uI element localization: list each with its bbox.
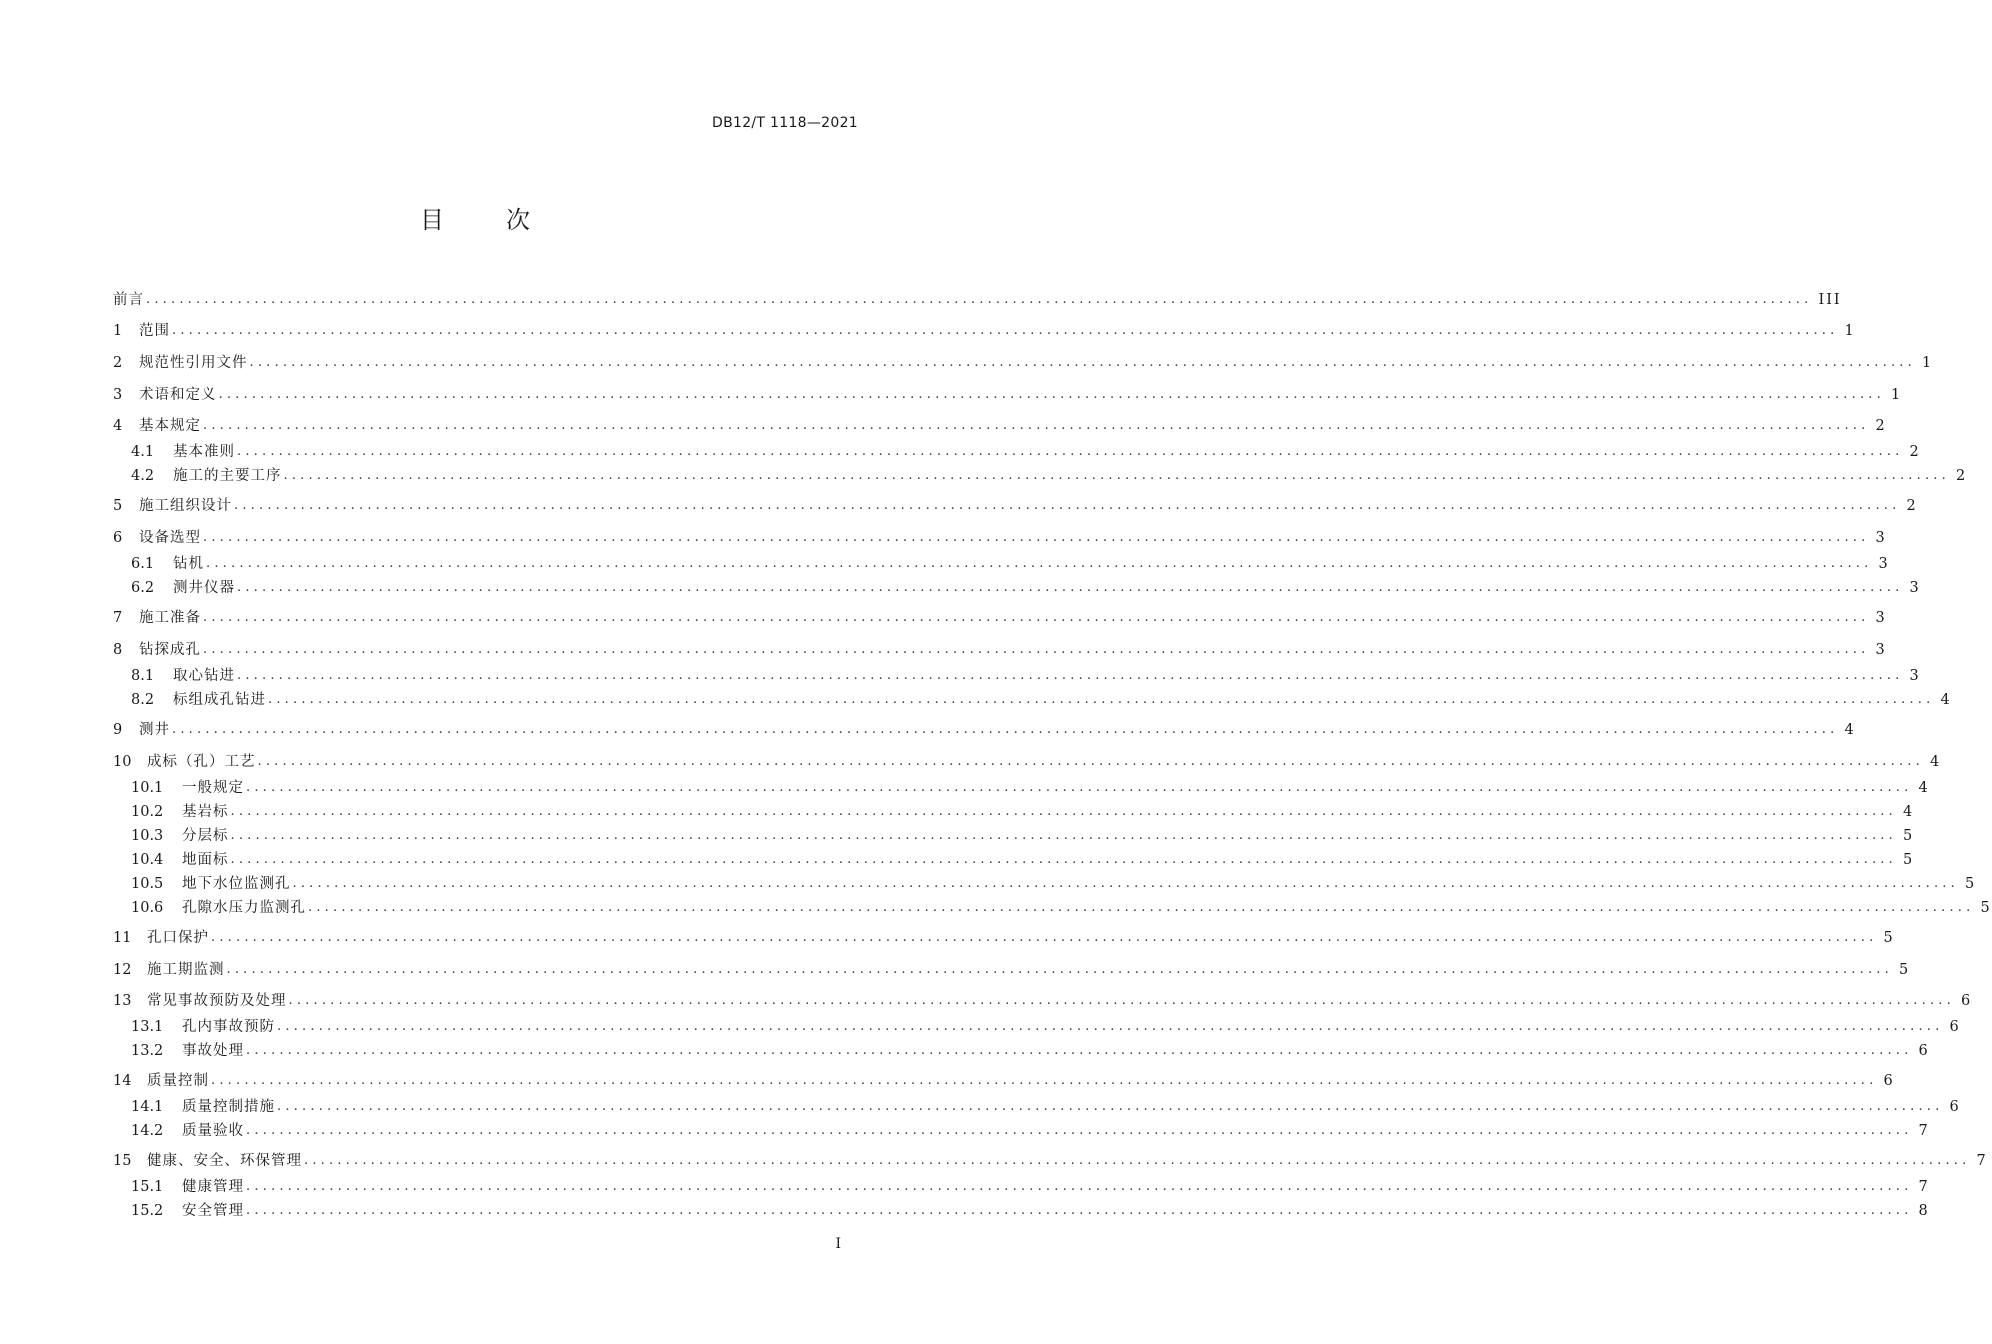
toc-entry[interactable] (113, 1151, 1988, 1171)
toc-leader-dots: ........................................................................................................................................................................................................ (304, 1153, 1971, 1168)
toc-entry-number: 11 (113, 930, 132, 946)
toc-leader-dots: ........................................................................................................................................................................................................ (230, 804, 1897, 819)
toc-entry-label: 标组成孔钻进 (173, 692, 266, 708)
toc-entry-page: 6 (1949, 1019, 1961, 1035)
toc-entry[interactable] (131, 666, 1921, 686)
toc-entry-page: 4 (1940, 692, 1952, 708)
toc-leader-dots: ........................................................................................................................................................................................................ (246, 1203, 1913, 1218)
toc-entry-number: 10 (113, 754, 132, 770)
toc-leader-dots: ........................................................................................................................................................................................................ (211, 1073, 1878, 1088)
toc-entry-number: 5 (113, 498, 123, 514)
toc-entry-page: 3 (1875, 530, 1887, 546)
toc-entry-number: 8 (113, 642, 123, 658)
toc-entry-page: 4 (1844, 722, 1856, 738)
toc-leader-dots: ........................................................................................................................................................................................................ (237, 444, 1904, 459)
toc-entry-label: 安全管理 (182, 1203, 244, 1219)
toc-entry-page: 7 (1976, 1153, 1988, 1169)
toc-entry-number: 12 (113, 962, 132, 978)
toc-entry[interactable] (113, 496, 1918, 516)
toc-entry-number: 10.6 (131, 900, 164, 916)
toc-leader-dots: ........................................................................................................................................................................................................ (230, 852, 1897, 867)
toc-entry-number: 13.2 (131, 1043, 164, 1059)
toc-entry[interactable] (131, 850, 1915, 870)
toc-entry-number: 9 (113, 722, 123, 738)
toc-entry-label: 施工组织设计 (139, 498, 232, 514)
toc-entry-page: 3 (1909, 668, 1921, 684)
toc-entry-page: III (1818, 292, 1842, 308)
toc-leader-dots: ........................................................................................................................................................................................................ (246, 780, 1913, 795)
toc-leader-dots: ........................................................................................................................................................................................................ (246, 1043, 1913, 1058)
toc-entry-number: 14.1 (131, 1099, 164, 1115)
toc-entry-label: 健康、安全、环保管理 (147, 1153, 302, 1169)
toc-entry-page: 1 (1890, 387, 1903, 403)
toc-entry-label: 质量验收 (182, 1123, 244, 1139)
toc-entry-page: 4 (1902, 804, 1915, 820)
toc-leader-dots: ........................................................................................................................................................................................................ (172, 722, 1839, 737)
toc-leader-dots: ........................................................................................................................................................................................................ (246, 1123, 1913, 1138)
toc-entry-number: 8.2 (131, 692, 155, 708)
toc-entry[interactable] (113, 928, 1895, 948)
toc-leader-dots: ........................................................................................................................................................................................................ (203, 418, 1870, 433)
toc-leader-dots: ........................................................................................................................................................................................................ (234, 498, 1901, 513)
toc-entry-page: 5 (1902, 828, 1915, 844)
toc-entry-number: 10.1 (131, 780, 164, 796)
toc-entry-number: 10.3 (131, 828, 164, 844)
toc-entry-number: 15 (113, 1153, 132, 1169)
toc-entry[interactable] (131, 1017, 1961, 1037)
toc-entry[interactable] (131, 578, 1921, 598)
toc-entry[interactable] (131, 442, 1921, 462)
toc-entry-label: 健康管理 (182, 1179, 244, 1195)
toc-leader-dots: ........................................................................................................................................................................................................ (257, 754, 1924, 769)
toc-entry-label: 地下水位监测孔 (182, 876, 291, 892)
toc-leader-dots: ........................................................................................................................................................................................................ (218, 387, 1885, 402)
toc-entry[interactable] (131, 802, 1915, 822)
toc-entry-label: 施工期监测 (147, 962, 225, 978)
toc-leader-dots: ........................................................................................................................................................................................................ (288, 993, 1955, 1008)
toc-leader-dots: ........................................................................................................................................................................................................ (211, 930, 1878, 945)
toc-entry-label: 取心钻进 (173, 668, 235, 684)
toc-entry-label: 一般规定 (182, 780, 244, 796)
toc-entry-number: 3 (113, 387, 123, 403)
toc-entry[interactable] (131, 826, 1915, 846)
toc-entry-page: 3 (1875, 642, 1887, 658)
toc-entry-label: 前言 (113, 292, 144, 308)
toc-entry-label: 设备选型 (139, 530, 201, 546)
toc-entry-label: 钻探成孔 (139, 642, 201, 658)
toc-entry[interactable] (113, 720, 1856, 740)
toc-leader-dots: ........................................................................................................................................................................................................ (277, 1099, 1944, 1114)
toc-entry-page: 6 (1949, 1099, 1961, 1115)
toc-entry[interactable] (131, 554, 1890, 574)
toc-entry-page: 5 (1883, 930, 1895, 946)
toc-entry[interactable] (131, 1041, 1930, 1061)
toc-entry-label: 规范性引用文件 (139, 355, 248, 371)
toc-entry[interactable] (113, 991, 1973, 1011)
toc-entry-label: 质量控制措施 (182, 1099, 275, 1115)
toc-leader-dots: ........................................................................................................................................................................................................ (246, 1179, 1913, 1194)
toc-leader-dots: ........................................................................................................................................................................................................ (268, 692, 1935, 707)
toc-entry-number: 15.1 (131, 1179, 164, 1195)
toc-entry[interactable] (113, 640, 1887, 660)
toc-entry-label: 质量控制 (147, 1073, 209, 1089)
toc-entry-number: 10.5 (131, 876, 164, 892)
toc-entry-number: 10.2 (131, 804, 164, 820)
toc-entry-number: 13.1 (131, 1019, 164, 1035)
toc-entry-label: 测井仪器 (173, 580, 235, 596)
toc-entry[interactable] (113, 321, 1856, 341)
toc-entry-number: 15.2 (131, 1203, 164, 1219)
toc-entry-page: 4 (1929, 754, 1942, 770)
toc-entry-label: 钻机 (173, 556, 204, 572)
toc-entry-page: 2 (1906, 498, 1918, 514)
toc-entry-page: 5 (1898, 962, 1911, 978)
toc-entry[interactable] (113, 1071, 1895, 1091)
toc-entry-number: 10.4 (131, 852, 164, 868)
toc-leader-dots: ........................................................................................................................................................................................................ (249, 355, 1916, 370)
toc-leader-dots: ........................................................................................................................................................................................................ (203, 610, 1870, 625)
toc-entry-number: 6.2 (131, 580, 155, 596)
toc-entry-number: 14.2 (131, 1123, 164, 1139)
toc-leader-dots: ........................................................................................................................................................................................................ (230, 828, 1897, 843)
toc-entry-label: 地面标 (182, 852, 229, 868)
toc-entry[interactable] (131, 466, 1968, 486)
toc-entry-number: 4.2 (131, 468, 155, 484)
toc-entry-label: 基本规定 (139, 418, 201, 434)
toc-entry-label: 基岩标 (182, 804, 229, 820)
toc-leader-dots: ........................................................................................................................................................................................................ (172, 323, 1839, 338)
toc-entry[interactable] (113, 752, 1942, 772)
toc-entry-label: 术语和定义 (139, 387, 217, 403)
toc-entry[interactable] (113, 353, 1934, 373)
toc-entry[interactable] (113, 960, 1911, 980)
toc-entry-page: 5 (1980, 900, 1992, 916)
toc-leader-dots: ........................................................................................................................................................................................................ (237, 580, 1904, 595)
toc-title-char-1: 目 (420, 206, 444, 234)
toc-entry-number: 13 (113, 993, 132, 1009)
toc-entry[interactable] (131, 898, 1992, 918)
toc-entry-page: 7 (1918, 1179, 1930, 1195)
toc-entry-number: 14 (113, 1073, 132, 1089)
toc-entry[interactable] (113, 416, 1887, 436)
toc-entry[interactable] (113, 608, 1887, 628)
toc-entry-label: 常见事故预防及处理 (147, 993, 287, 1009)
toc-entry[interactable] (131, 1121, 1930, 1141)
toc-entry[interactable] (131, 690, 1952, 710)
page-number: I (835, 1236, 841, 1252)
toc-leader-dots: ........................................................................................................................................................................................................ (283, 468, 1950, 483)
toc-entry-number: 1 (113, 323, 123, 339)
toc-entry-page: 1 (1921, 355, 1934, 371)
toc-entry-label: 分层标 (182, 828, 229, 844)
toc-entry-page: 3 (1878, 556, 1890, 572)
toc-entry-page: 4 (1918, 780, 1930, 796)
toc-entry-page: 5 (1964, 876, 1977, 892)
toc-entry-page: 6 (1918, 1043, 1930, 1059)
toc-entry-label: 范围 (139, 323, 170, 339)
toc-entry-label: 事故处理 (182, 1043, 244, 1059)
toc-entry[interactable] (131, 778, 1930, 798)
toc-entry-number: 6 (113, 530, 123, 546)
toc-entry-page: 3 (1909, 580, 1921, 596)
toc-entry[interactable] (113, 290, 1842, 310)
toc-entry-label: 孔隙水压力监测孔 (182, 900, 306, 916)
document-code: DB12/T 1118—2021 (712, 115, 858, 131)
toc-entry[interactable] (131, 1097, 1961, 1117)
toc-entry-page: 5 (1902, 852, 1915, 868)
toc-leader-dots: ........................................................................................................................................................................................................ (146, 292, 1813, 307)
toc-entry-page: 2 (1875, 418, 1887, 434)
toc-entry-number: 8.1 (131, 668, 155, 684)
toc-entry[interactable] (113, 385, 1903, 405)
toc-entry-number: 6.1 (131, 556, 155, 572)
toc-entry-label: 孔口保护 (147, 930, 209, 946)
toc-entry[interactable] (131, 1201, 1930, 1221)
toc-entry-page: 2 (1909, 444, 1921, 460)
toc-entry-label: 施工准备 (139, 610, 201, 626)
toc-entry-number: 7 (113, 610, 123, 626)
toc-entry-page: 6 (1960, 993, 1973, 1009)
toc-leader-dots: ........................................................................................................................................................................................................ (308, 900, 1975, 915)
toc-entry-page: 2 (1955, 468, 1968, 484)
toc-entry-label: 孔内事故预防 (182, 1019, 275, 1035)
toc-entry-label: 成标（孔）工艺 (147, 754, 256, 770)
toc-entry-page: 7 (1918, 1123, 1930, 1139)
toc-leader-dots: ........................................................................................................................................................................................................ (203, 530, 1870, 545)
toc-leader-dots: ........................................................................................................................................................................................................ (277, 1019, 1944, 1034)
toc-leader-dots: ........................................................................................................................................................................................................ (226, 962, 1893, 977)
toc-leader-dots: ........................................................................................................................................................................................................ (206, 556, 1873, 571)
toc-entry-label: 基本准则 (173, 444, 235, 460)
toc-leader-dots: ........................................................................................................................................................................................................ (203, 642, 1870, 657)
toc-entry[interactable] (131, 874, 1977, 894)
toc-entry[interactable] (131, 1177, 1930, 1197)
toc-entry[interactable] (113, 528, 1887, 548)
toc-entry-number: 2 (113, 355, 123, 371)
toc-entry-page: 8 (1918, 1203, 1930, 1219)
toc-entry-page: 6 (1883, 1073, 1895, 1089)
toc-leader-dots: ........................................................................................................................................................................................................ (237, 668, 1904, 683)
toc-entry-number: 4.1 (131, 444, 155, 460)
toc-entry-page: 1 (1844, 323, 1856, 339)
toc-title-char-2: 次 (506, 206, 530, 234)
toc-entry-page: 3 (1875, 610, 1887, 626)
toc-entry-label: 施工的主要工序 (173, 468, 282, 484)
toc-entry-label: 测井 (139, 722, 170, 738)
toc-entry-number: 4 (113, 418, 123, 434)
toc-leader-dots: ........................................................................................................................................................................................................ (292, 876, 1959, 891)
